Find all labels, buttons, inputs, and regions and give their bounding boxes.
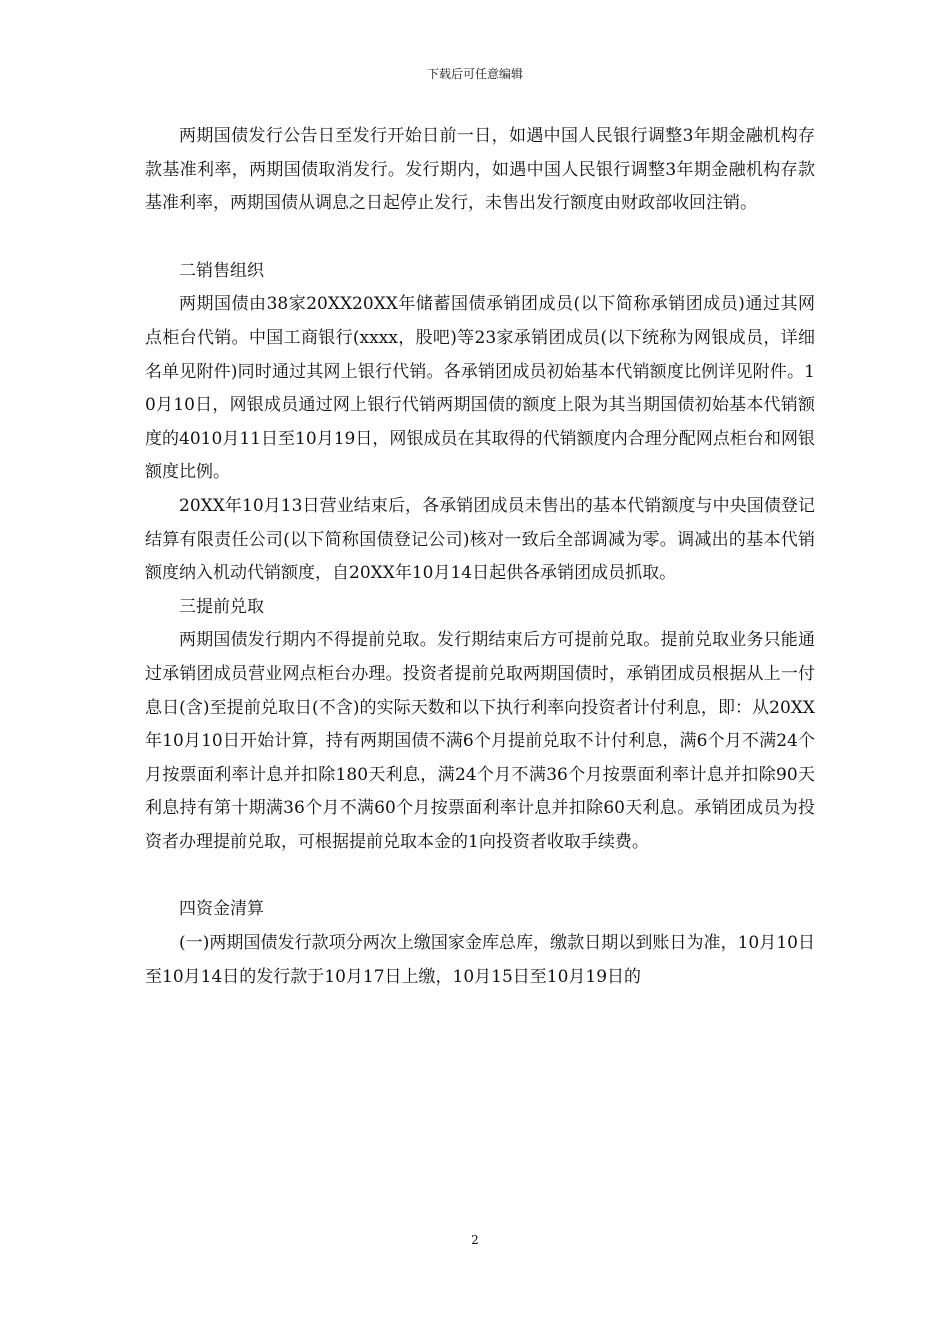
section-heading-fund-clearing: 四资金清算: [179, 899, 264, 920]
page-header: 下载后可任意编辑: [426, 67, 523, 81]
paragraph-spacer: [145, 221, 815, 255]
paragraph-spacer: [145, 859, 815, 893]
document-body: [145, 120, 815, 994]
section-heading-sales-organization: 二销售组织: [179, 260, 264, 281]
paragraph-sales-organization: 两期国债由38家20XX20XX年储蓄国债承销团成员(以下简称承销团成员)通过其网点柜台代销。中国工商银行(xxxx，股吧)等23家承销团成员(以下统称为网银成员，详细名单见附件)同时通过其网上银行代销。各承销团成员初始基本代销额度比例详见附件。10月10日，网银成员通过网上银行代销两期国债的额度上限为其当期国债初始基本代销额度的4010月11日至10月19日，网银成员在其取得的代销额度内合理分配网点柜台和网银额度比例。: [145, 294, 815, 483]
paragraph-fund-clearing: (一)两期国债发行款项分两次上缴国家金库总库，缴款日期以到账日为准，10月10日至10月14日的发行款于10月17日上缴，10月15日至10月19日的: [145, 933, 815, 987]
section-heading-early-redemption: 三提前兑取: [179, 596, 264, 617]
page-number: 2: [471, 1233, 479, 1247]
paragraph-quota-adjustment: 20XX年10月13日营业结束后，各承销团成员未售出的基本代销额度与中央国债登记结算有限责任公司(以下简称国债登记公司)核对一致后全部调减为零。调减出的基本代销额度纳入机动代销额度，自20XX年10月14日起供各承销团成员抓取。: [145, 495, 815, 584]
paragraph-issuance-rate-adjustment: 两期国债发行公告日至发行开始日前一日，如遇中国人民银行调整3年期金融机构存款基准利率，两期国债取消发行。发行期内，如遇中国人民银行调整3年期金融机构存款基准利率，两期国债从调息之日起停止发行，未售出发行额度由财政部收回注销。: [145, 126, 815, 214]
paragraph-early-redemption: 两期国债发行期内不得提前兑取。发行期结束后方可提前兑取。提前兑取业务只能通过承销团成员营业网点柜台办理。投资者提前兑取两期国债时，承销团成员根据从上一付息日(含)至提前兑取日(不含)的实际天数和以下执行利率向投资者计付利息，即：从20XX年10月10日开始计算，持有两期国债不满6个月提前兑取不计付利息，满6个月不满24个月按票面利率计息并扣除180天利息，满24个月不满36个月按票面利率计息并扣除90天利息持有第十期满36个月不满60个月按票面利率计息并扣除60天利息。承销团成员为投资者办理提前兑取，可根据提前兑取本金的1向投资者收取手续费。: [145, 630, 815, 852]
